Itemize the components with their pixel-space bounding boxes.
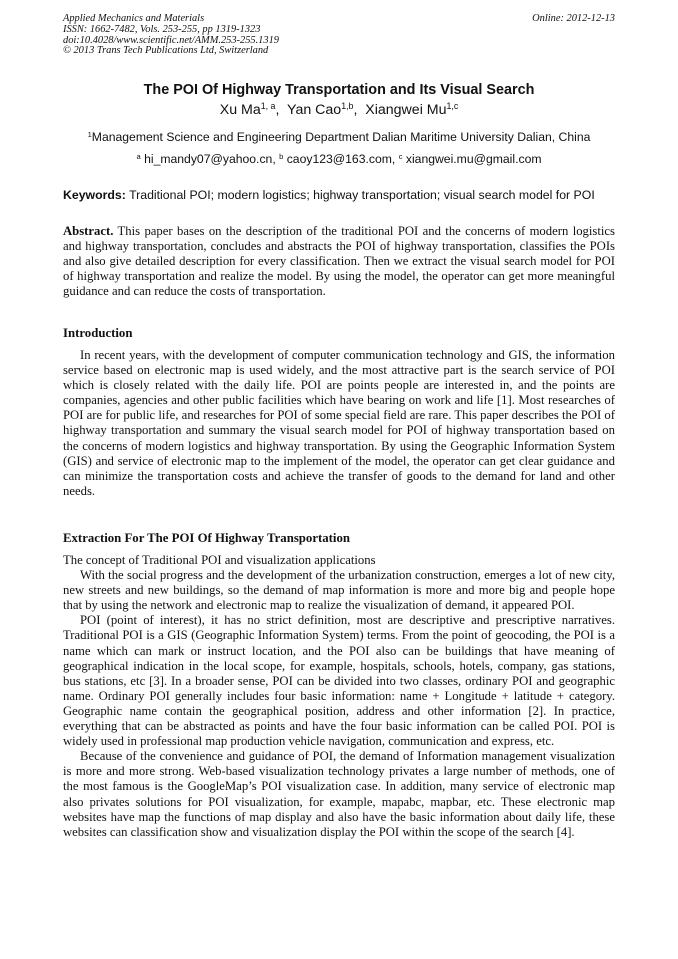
affiliation-text: Management Science and Engineering Department Dalian Maritime University Dalian, China [91,130,591,144]
affiliation [0,130,678,144]
email-sup: c [398,151,403,161]
subsection-heading: The concept of Traditional POI and visualization applications [63,553,376,567]
author-list: Xu Ma$^{1, a}$, Yan Cao$^{1,b}$, Xiangwei Mu$^{1,c}$ [219,101,459,118]
keywords-text: Traditional POI; modern logistics; highway transportation; visual search model for POI [129,188,595,202]
author-name: Yan Cao [287,102,342,118]
email-sup: a [136,151,141,161]
email-sup: b [279,151,284,161]
issn-line: ISSN: 1662-7482, Vols. 253-255, pp 1319-1323 [63,23,261,35]
journal-header [63,14,615,57]
paragraph: POI (point of interest), it has no strict definition, most are descriptive and prescriptive narratives. Traditional POI is a GIS (Geographic Information System) terms. From the point of geocoding, the POI is a name which can mark or instruct location, and the POI also can be buildings that have meaning of geographical indication in the local scope, for example, hospitals, schools, hotels, company, gas stations, bus stations, etc [3]. In a broader sense, POI can be divided into two classes, ordinary POI and geographic name. Ordinary POI generally includes four basic information: name + Longitude + latitude + category. Geographic name contain the geographical position, address and other information [2]. In practice, everything that can be abstracted as points and have the four basic information can be called POI. POI is widely used in professional map production vehicle navigation, communication and express, etc. [63,613,615,749]
keywords [63,188,623,202]
extraction-heading: Extraction For The POI Of Highway Transportation [63,531,350,545]
author-sup: 1, a [260,101,276,112]
paragraph: Because of the convenience and guidance of POI, the demand of Information management visualization is more and more strong. Web-based visualization technology privates a large number of methods, one of the most famous is the GoogleMap’s POI visualization case. In addition, many service of electronic map also privates solutions for POI visualization, for example, mapabc, mapbar, etc. These electronic map websites have map the functions of map display and also have the basic information about daily life, these websites can classification show and visualization display the POI within the scope of the search [4]. [63,749,615,839]
paper-title: The POI Of Highway Transportation and Its Visual Search [143,82,535,98]
abstract-text: This paper bases on the description of the traditional POI and the concerns of modern logistics and highway transportation, concludes and abstracts the POI of highway transportation, classifies the POIs and also give detailed description for every classification. Then we extract the visual search model for POI of highway transportation and realize the model. By using the model, the operator can get more meaningful guidance and can reduce the costs of transportation. [63,224,615,299]
introduction-heading: Introduction [63,326,133,340]
keywords-label: Keywords: [63,188,126,202]
abstract-label: Abstract. [63,224,114,238]
author-sup: 1,b [341,101,354,112]
extraction-body [63,553,615,840]
author-name: Xiangwei Mu [365,102,447,118]
email-link[interactable]: hi_mandy07@yahoo.cn [144,152,273,166]
journal-name: Applied Mechanics and Materials [63,13,205,24]
email-link[interactable]: caoy123@163.com [286,152,392,166]
copyright-line: © 2013 Trans Tech Publications Ltd, Switzerland [63,45,269,57]
introduction-body [63,348,615,499]
affiliation-sup: 1 [87,129,92,139]
paragraph: With the social progress and the development of the urbanization construction, emerges a lot of new city, new streets and new buildings, so the demand of map information is more and more big and people hope that by using the network and electronic map to realize the visualization of demand, it appeared POI. [63,568,615,613]
author-sup: 1,c [446,101,459,112]
author-name: Xu Ma [219,102,261,118]
email-link[interactable]: xiangwei.mu@gmail.com [405,152,542,166]
email-list: $^a$ hi_mandy07@yahoo.cn, $^b$ caoy123@163.com, $^c$ xiangwei.mu@gmail.com [136,151,542,166]
abstract [63,224,615,299]
doi-line: doi:10.4028/www.scientific.net/AMM.253-255.1319 [63,34,279,46]
online-date: Online: 2012-12-13 [532,13,615,24]
paragraph: In recent years, with the development of computer communication technology and GIS, the information service based on electronic map is used widely, and the most attractive part is the search service of POI which is closely related with the daily life. POI are points people are interested in, and the points are companies, agencies and other public facilities which have bearing on work and life [1]. Most researches of POI are for public life, and researches for POI of some special field are rare. This paper describes the POI of highway transportation and summary the visual search model for POI of highway transportation based on the concerns of modern logistics and highway transportation. By using the Geographic Information System (GIS) and service of electronic map to the implement of the model, the operator can get clear guidance and can minimize the transportation costs and achieve the transfer of goods to the demand for land and other needs. [63,348,615,498]
